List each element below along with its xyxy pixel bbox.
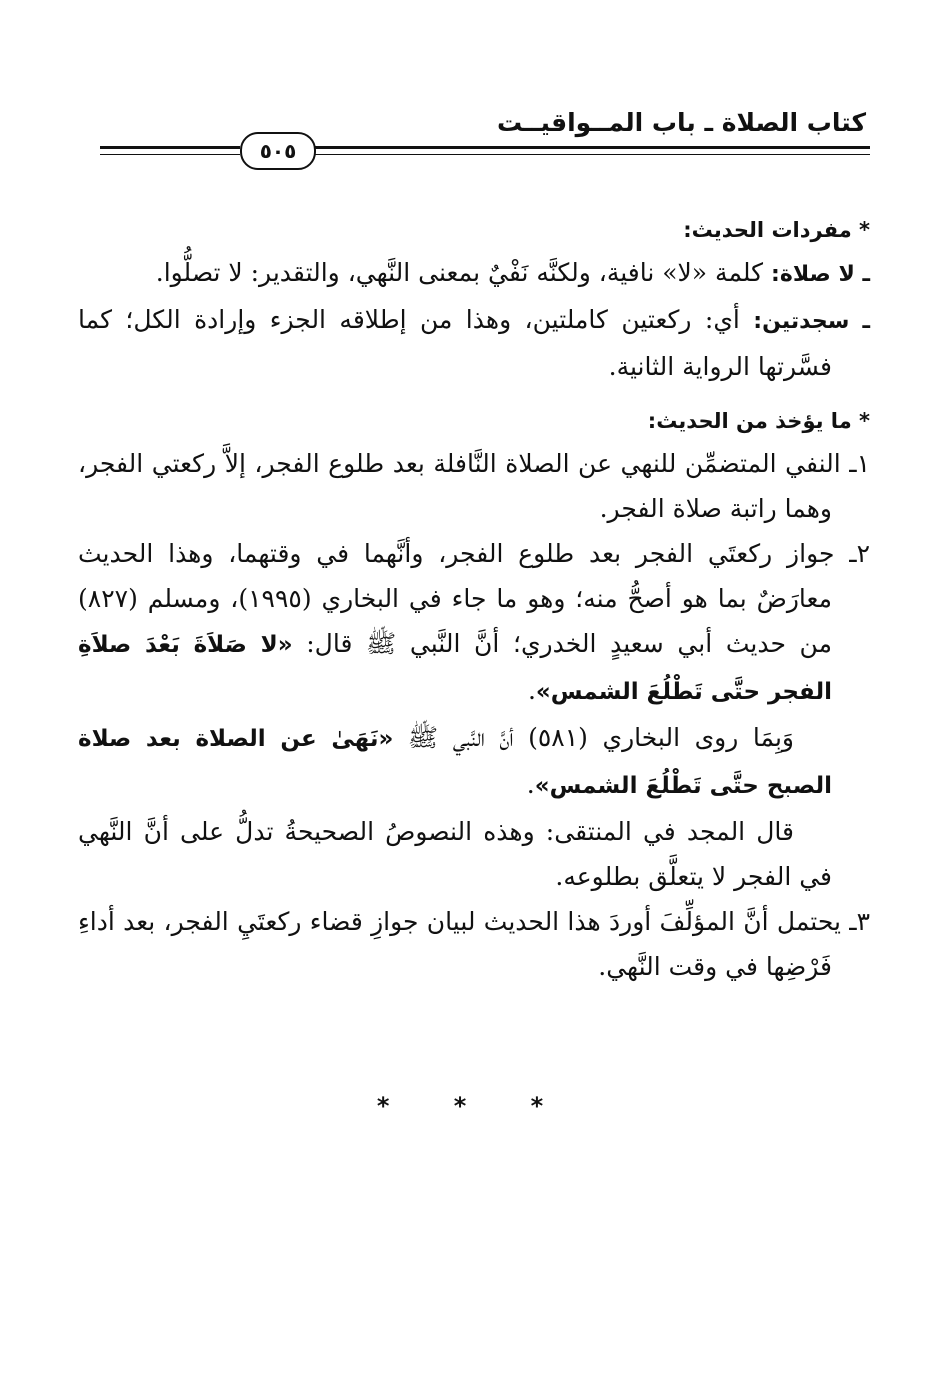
lesson-item-2 [78,531,870,715]
page-number-badge: ٥٠٥ [240,132,316,170]
lesson-text-end: . [526,770,535,799]
lesson-item-2-majd: قال المجد في المنتقى: وهذه النصوصُ الصحيحةُ تدلُّ على أنَّ النَّهي في الفجر لا يتعلَّق بطلوعه. [78,817,832,891]
page-body [78,210,870,989]
lesson-item-3: ٣ـ يحتمل أنَّ المؤلِّفَ أوردَ هذا الحديث لبيان جوازِ قضاء ركعتَيِ الفجر، بعد أداءِ فَرْضِها في وقت النَّهي. [78,907,870,981]
section-separator-stars: * * * [376,1092,572,1120]
running-header-title: كتاب الصلاة ـ باب المــواقيــت [496,108,866,137]
vocab-item-sajdatayn [78,297,870,389]
lessons-heading: * ما يؤخذ من الحديث: [647,409,870,433]
header-rule-right-thin [312,154,870,155]
hadith-quote: «نَهَىٰ عن الصلاة بعد صلاة الصبح حتَّى تَطْلُعَ الشمس» [78,726,832,799]
lesson-text: وَبِمَا روى البخاري (٥٨١) أنَّ النَّبي ﷺ [393,723,794,752]
lesson-text-end: . [527,676,536,705]
lesson-item-1: ١ـ النفي المتضمِّن للنهي عن الصلاة النَّافلة بعد طلوع الفجر، إلاَّ ركعتي الفجر، وهما راتبة صلاة الفجر. [78,449,870,523]
vocab-definition: كلمة «لا» نافية، ولكنَّه نَفْيٌ بمعنى النَّهي، والتقدير: لا تصلُّوا. [155,258,772,287]
vocab-definition: أي: ركعتين كاملتين، وهذا من إطلاقه الجزء وإرادة الكل؛ كما فسَّرتها الرواية الثانية. [78,305,832,381]
header-rule-left-thin [100,154,240,155]
lesson-item-2-bukhari [78,715,870,809]
vocab-term: ـ سجدتين: [753,309,870,334]
vocab-item-la-salat [78,250,870,297]
vocab-heading: * مفردات الحديث: [683,218,870,242]
lesson-text: ٢ـ جواز ركعتَي الفجر بعد طلوع الفجر، وأنَّهما في وقتهما، وهذا الحديث معارَضٌ بما هو أصحُّ منه؛ وهو ما جاء في البخاري (١٩٩٥)، ومسلم (٨٢٧) من حديث أبي سعيدٍ الخدري؛ أنَّ النَّبي ﷺ قال: [78,539,870,658]
hadith-quote: «لا صَلاَةَ بَعْدَ صلاَةِ الفجر حتَّى تَطْلُعَ الشمس» [78,632,832,705]
header-rule-left-thick [100,146,240,149]
vocab-term: ـ لا صلاة: [771,262,870,287]
header-rule-right-thick [312,146,870,149]
